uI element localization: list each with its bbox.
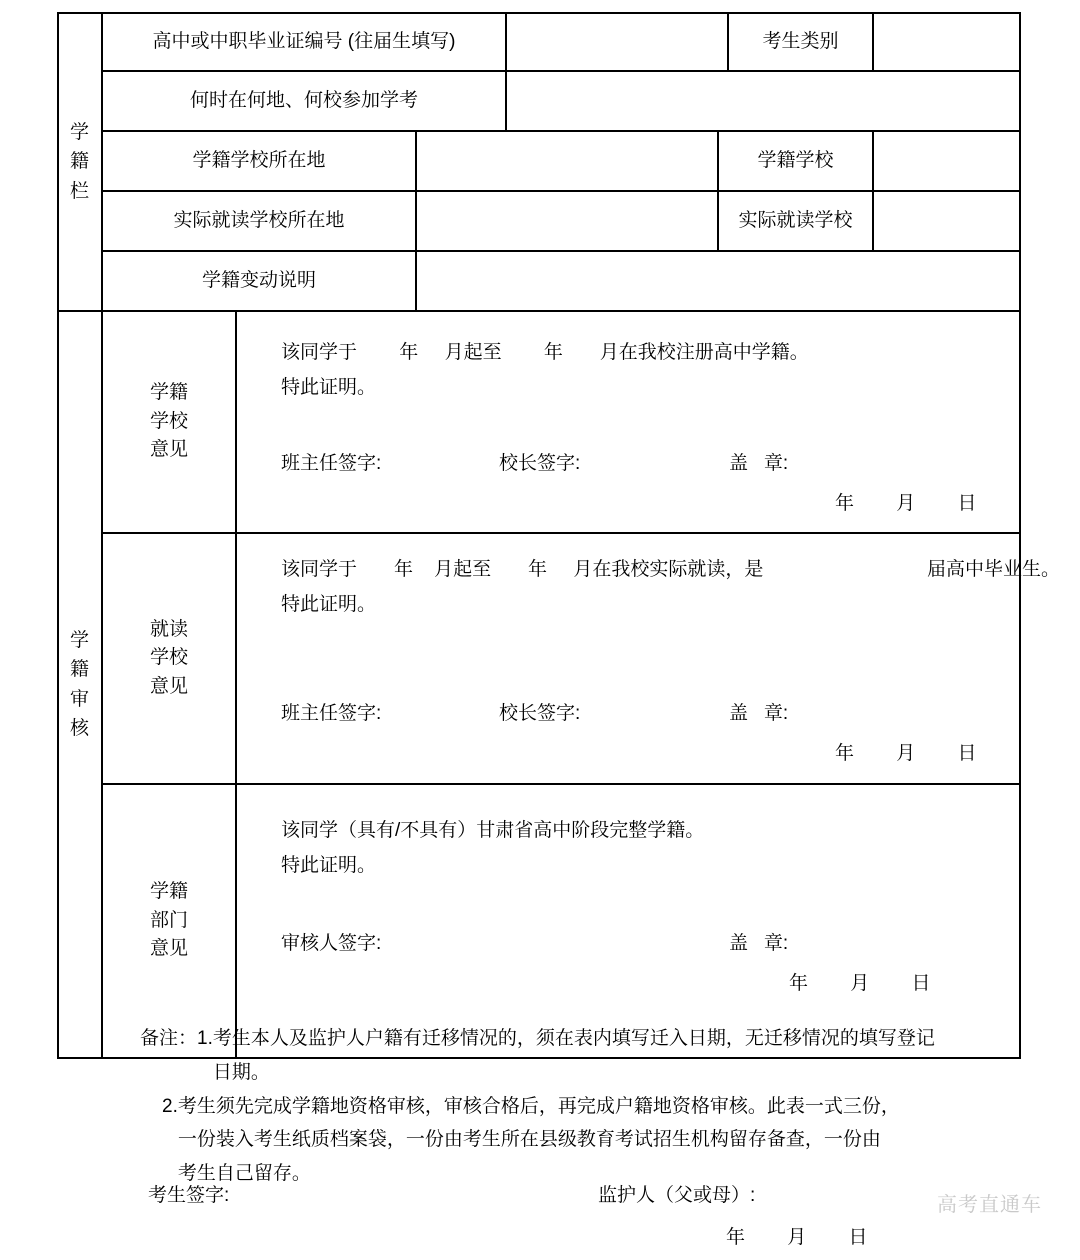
diploma-number-value[interactable] <box>506 13 728 71</box>
opinion1-statement: 该同学于 年 月起至 年 月在我校注册高中学籍。 <box>281 342 809 363</box>
signature-date-line[interactable]: 年 月 日 <box>726 1227 868 1248</box>
opinion3-seal-label: 盖 章: <box>729 933 789 954</box>
candidate-type-value[interactable] <box>873 13 1020 71</box>
opinion2-certify: 特此证明。 <box>281 594 377 615</box>
opinion-label-actual-school <box>102 533 236 784</box>
table-row-opinion-status-dept <box>58 784 1020 1058</box>
opinion3-certify: 特此证明。 <box>281 855 377 876</box>
opinion3-label-line-3: 意见 <box>149 938 188 960</box>
opinion-body-actual-school[interactable] <box>236 533 1061 784</box>
status-change-value[interactable] <box>416 251 1020 311</box>
opinion1-date-line: 年 月 日 <box>835 493 977 514</box>
exam-when-where-label: 何时在何地、何校参加学考 <box>102 71 506 131</box>
notes-label: 备注： <box>140 1028 198 1049</box>
vlabel2-char-3: 审 <box>69 688 90 710</box>
vlabel2-char-4: 核 <box>69 717 90 739</box>
opinion-body-status-school[interactable] <box>236 311 1020 533</box>
note-item-2 <box>140 1090 1020 1191</box>
opinion1-certify: 特此证明。 <box>281 377 377 398</box>
opinion-body-status-dept[interactable] <box>236 784 1020 1058</box>
opinion2-teacher-signature-label: 班主任签字: <box>281 703 382 724</box>
opinion2-statement: 该同学于 年 月起至 年 月在我校实际就读，是 <box>281 559 764 580</box>
note-item-1 <box>140 1022 1020 1090</box>
note-2-number: 2. <box>162 1095 178 1117</box>
status-school-label: 学籍学校 <box>718 131 873 191</box>
note-2-body <box>178 1090 1020 1191</box>
vlabel-char-2: 籍 <box>69 151 90 173</box>
table-row-exam-location <box>58 71 1020 131</box>
actual-school-location-label: 实际就读学校所在地 <box>102 191 416 251</box>
opinion2-label-line-2: 学校 <box>149 647 188 669</box>
opinion2-statement-tail: 届高中毕业生。 <box>927 559 1061 580</box>
vlabel2-char-2: 籍 <box>69 659 90 681</box>
note-2-line-2: 一份装入考生纸质档案袋，一份由考生所在县级教育考试招生机构留存备查，一份由 <box>177 1129 881 1151</box>
guardian-signature-label[interactable]: 监护人（父或母）: <box>598 1185 756 1206</box>
opinion-label-line-1: 学籍 <box>149 382 188 404</box>
opinion1-teacher-signature-label: 班主任签字: <box>281 453 382 474</box>
status-school-location-label: 学籍学校所在地 <box>102 131 416 191</box>
opinion2-principal-signature-label: 校长签字: <box>499 703 581 724</box>
actual-school-location-value[interactable] <box>416 191 718 251</box>
exam-when-where-value[interactable] <box>506 71 1020 131</box>
opinion2-date-line: 年 月 日 <box>835 743 977 764</box>
opinion2-seal-label: 盖 章: <box>729 703 789 724</box>
opinion-label-status-dept <box>102 784 236 1058</box>
note-1-line-2: 日期。 <box>212 1061 270 1083</box>
opinion2-label-line-3: 意见 <box>149 675 188 697</box>
opinion-label-line-3: 意见 <box>149 439 188 461</box>
note-1-number: 1. <box>197 1028 213 1049</box>
vertical-label-student-status <box>58 13 102 311</box>
opinion3-label-line-1: 学籍 <box>149 881 188 903</box>
candidate-signature-label[interactable]: 考生签字: <box>148 1185 230 1206</box>
opinion-label-line-2: 学校 <box>149 410 188 432</box>
vlabel2-char-1: 学 <box>69 629 90 651</box>
note-2-line-3: 考生自己留存。 <box>177 1163 311 1185</box>
opinion2-label-line-1: 就读 <box>149 618 188 640</box>
actual-school-value[interactable] <box>873 191 1020 251</box>
actual-school-label: 实际就读学校 <box>718 191 873 251</box>
notes-block <box>140 1022 1020 1191</box>
table-row-status-change <box>58 251 1020 311</box>
opinion3-date-line: 年 月 日 <box>789 973 931 994</box>
table-row-actual-school <box>58 191 1020 251</box>
opinion1-principal-signature-label: 校长签字: <box>499 453 581 474</box>
table-row-status-school <box>58 131 1020 191</box>
candidate-type-label: 考生类别 <box>728 13 873 71</box>
table-row-opinion-actual-school <box>58 533 1020 784</box>
opinion-label-status-school <box>102 311 236 533</box>
status-school-value[interactable] <box>873 131 1020 191</box>
note-1-line-1: 考生本人及监护人户籍有迁移情况的，须在表内填写迁入日期，无迁移情况的填写登记 <box>212 1028 935 1049</box>
status-change-label: 学籍变动说明 <box>102 251 416 311</box>
note-1-body <box>213 1022 1020 1090</box>
opinion3-statement: 该同学（具有/不具有）甘肃省高中阶段完整学籍。 <box>281 820 705 841</box>
opinion3-label-line-2: 部门 <box>149 909 188 931</box>
vlabel-char-3: 栏 <box>69 180 90 202</box>
table-row-diploma <box>58 13 1020 71</box>
table-row-opinion-status-school <box>58 311 1020 533</box>
vlabel-char-1: 学 <box>69 121 90 143</box>
status-school-location-value[interactable] <box>416 131 718 191</box>
vertical-label-status-review <box>58 311 102 1058</box>
opinion3-reviewer-signature-label: 审核人签字: <box>281 933 382 954</box>
diploma-number-label: 高中或中职毕业证编号 (往届生填写) <box>102 13 506 71</box>
watermark-text: 高考直通车 <box>937 1194 1042 1216</box>
note-2-line-1: 考生须先完成学籍地资格审核，审核合格后，再完成户籍地资格审核。此表一式三份， <box>177 1095 900 1117</box>
opinion1-seal-label: 盖 章: <box>729 453 789 474</box>
student-status-form-table <box>57 12 1061 1059</box>
